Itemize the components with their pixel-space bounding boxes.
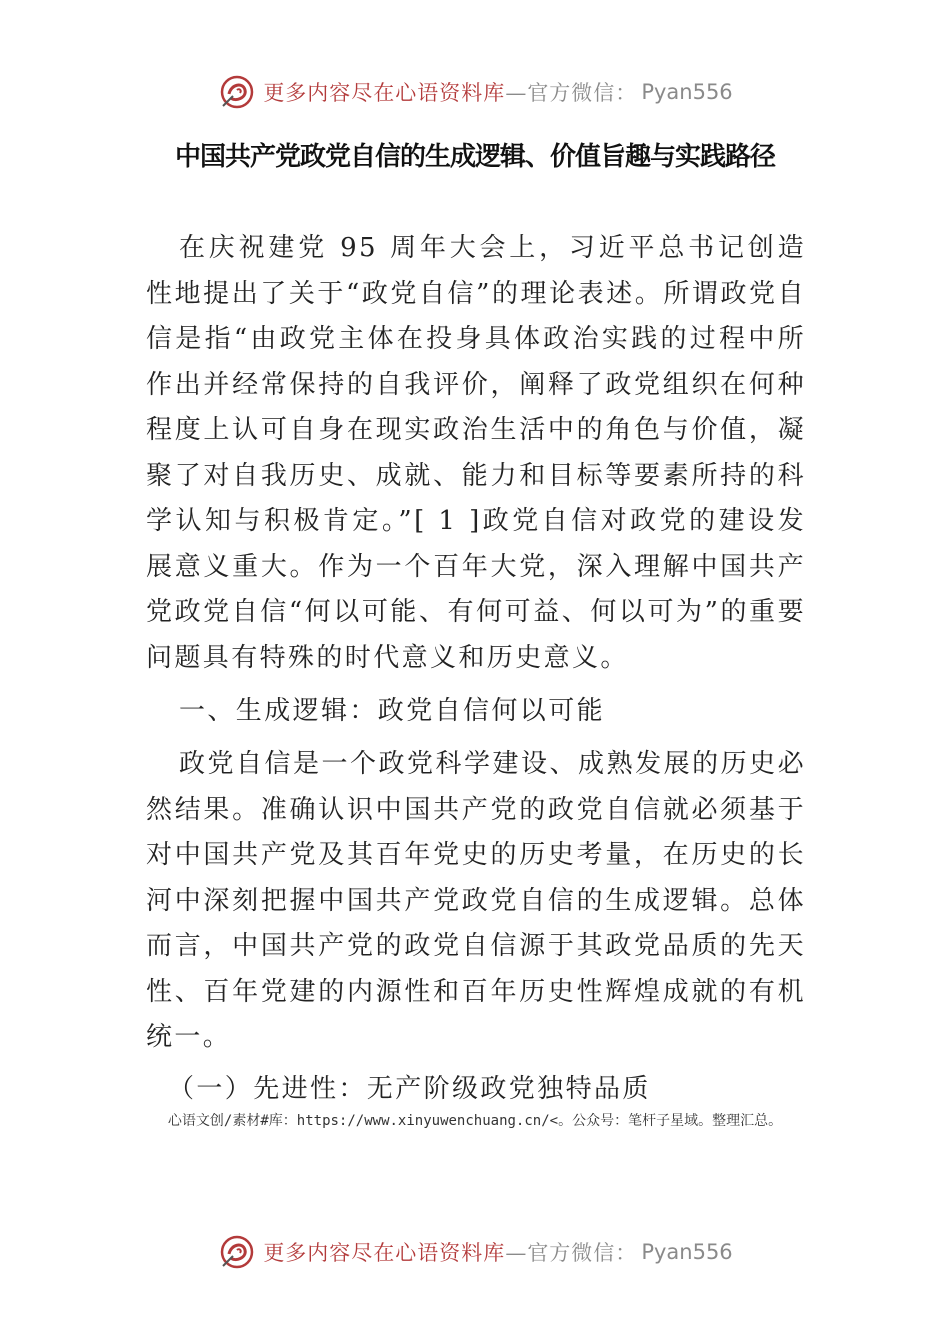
- intro-paragraph: 在庆祝建党 95 周年大会上，习近平总书记创造性地提出了关于“政党自信”的理论表述。所谓政党自信是指“由政党主体在投身具体政治实践的过程中所作出并经常保持的自我评价，阐释了政党组织在何种程度上认可自身在现实政治生活中的角色与价值，凝聚了对自我历史、成就、能力和目标等要素所持的科学认知与积极肯定。”[ 1 ]政党自信对政党的建设发展意义重大。作为一个百年大党，深入理解中国共产党政党自信“何以可能、有何可益、何以可为”的重要问题具有特殊的时代意义和历史意义。: [146, 233, 806, 673]
- source-footnote: 心语文创/素材#库：https://www.xinyuwenchuang.cn/<。公众号：笔杆子星域。整理汇总。: [167, 1113, 783, 1129]
- banner-wechat-id: Pyan556: [641, 80, 733, 104]
- banner-wechat-id: Pyan556: [641, 1240, 733, 1264]
- banner-library-text: 更多内容尽在心语资料库: [263, 81, 506, 105]
- document-body: [146, 226, 806, 1109]
- section-one-heading: 一、生成逻辑：政党自信何以可能: [179, 696, 606, 726]
- subsection-heading: （一）先进性：无产阶级政党独特品质: [168, 1073, 651, 1104]
- banner-wechat-label: —官方微信：: [505, 81, 638, 105]
- red-rose-icon: [217, 72, 257, 112]
- section-one-paragraph: 政党自信是一个政党科学建设、成熟发展的历史必然结果。准确认识中国共产党的政党自信就必须基于对中国共产党及其百年党史的历史考量，在历史的长河中深刻把握中国共产党政党自信的生成逻辑。总体而言，中国共产党的政党自信源于其政党品质的先天性、百年党建的内源性和百年历史性辉煌成就的有机统一。: [146, 749, 806, 1052]
- header-banner: [0, 68, 950, 116]
- red-rose-icon: [217, 1232, 257, 1272]
- footer-banner: [0, 1228, 950, 1276]
- banner-wechat-label: —官方微信：: [505, 1241, 638, 1265]
- banner-library-text: 更多内容尽在心语资料库: [263, 1241, 506, 1265]
- document-title: 中国共产党政党自信的生成逻辑、价值旨趣与实践路径: [174, 142, 775, 172]
